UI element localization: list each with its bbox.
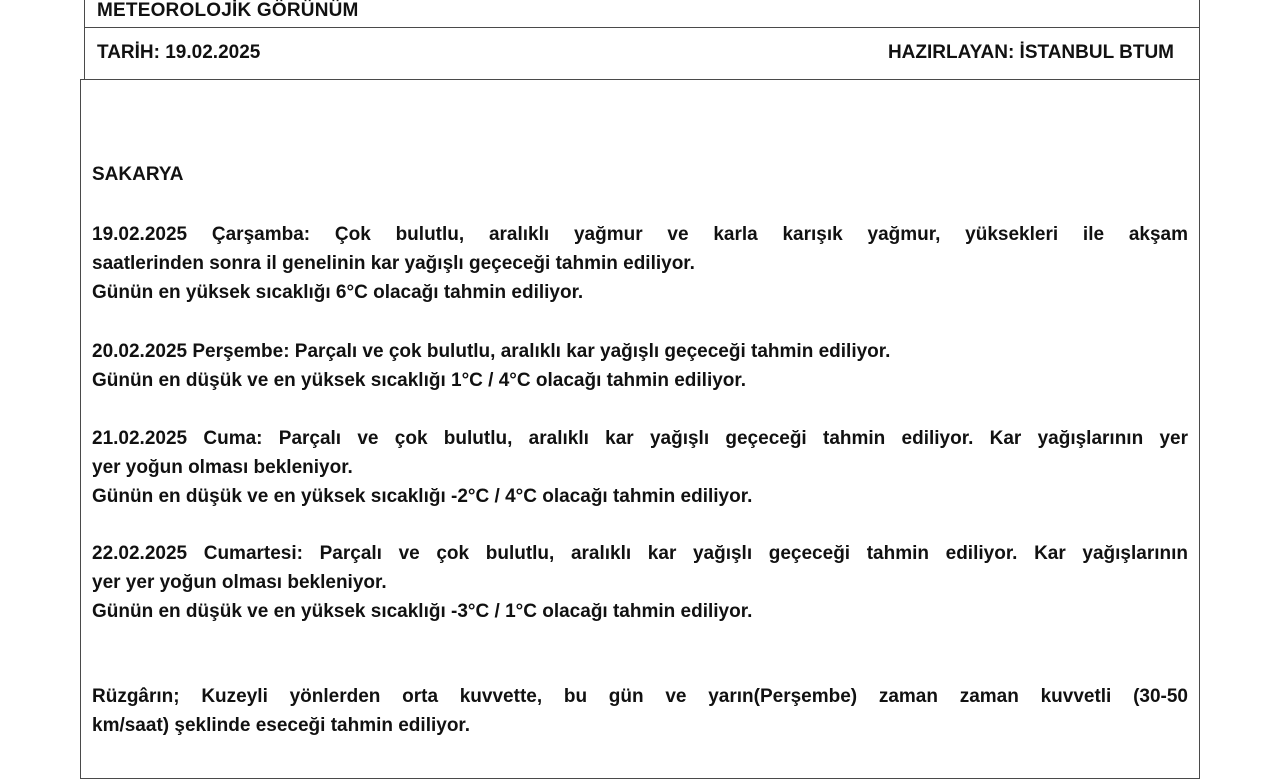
forecast-text-line: saatlerinden sonra il genelinin kar yağışlı geçeceği tahmin ediliyor. <box>92 253 695 274</box>
date-label: TARİH: 19.02.2025 <box>97 42 261 63</box>
forecast-temperature: Günün en düşük ve en yüksek sıcaklığı 1°C / 4°C olacağı tahmin ediliyor. <box>92 370 747 391</box>
forecast-text-line: yer yer yoğun olması bekleniyor. <box>92 572 387 593</box>
forecast-temperature: Günün en düşük ve en yüksek sıcaklığı -3°C / 1°C olacağı tahmin ediliyor. <box>92 601 753 622</box>
forecast-temperature: Günün en düşük ve en yüksek sıcaklığı -2°C / 4°C olacağı tahmin ediliyor. <box>92 486 753 507</box>
forecast-text-line: 22.02.2025 Cumartesi: Parçalı ve çok bulutlu, aralıklı kar yağışlı geçeceği tahmin ediliyor. Kar yağışlarının <box>92 543 1188 564</box>
wind-text-line: km/saat) şeklinde eseceği tahmin ediliyor. <box>92 715 471 736</box>
wind-forecast <box>92 682 1188 740</box>
forecast-text-line: 21.02.2025 Cuma: Parçalı ve çok bulutlu, aralıklı kar yağışlı geçeceği tahmin ediliyor. Kar yağışlarının yer <box>92 428 1188 449</box>
forecast-day-3 <box>92 424 1188 511</box>
forecast-day-1 <box>92 220 1188 307</box>
wind-text-line: Rüzgârın; Kuzeyli yönlerden orta kuvvette, bu gün ve yarın(Perşembe) zaman zaman kuvvetli (30-50 <box>92 686 1188 707</box>
forecast-day-2 <box>92 337 1188 395</box>
document-title: METEOROLOJİK GÖRÜNÜM <box>97 0 359 21</box>
forecast-text-line: 20.02.2025 Perşembe: Parçalı ve çok bulutlu, aralıklı kar yağışlı geçeceği tahmin ediliyor. <box>92 341 891 362</box>
author-label: HAZIRLAYAN: İSTANBUL BTUM <box>887 42 1174 63</box>
forecast-text-line: yer yoğun olması bekleniyor. <box>92 457 353 478</box>
region-heading: SAKARYA <box>92 164 184 185</box>
forecast-temperature: Günün en yüksek sıcaklığı 6°C olacağı tahmin ediliyor. <box>92 282 584 303</box>
forecast-day-4 <box>92 539 1188 626</box>
forecast-text-line: 19.02.2025 Çarşamba: Çok bulutlu, aralıklı yağmur ve karla karışık yağmur, yüksekleri ile akşam <box>92 224 1188 245</box>
